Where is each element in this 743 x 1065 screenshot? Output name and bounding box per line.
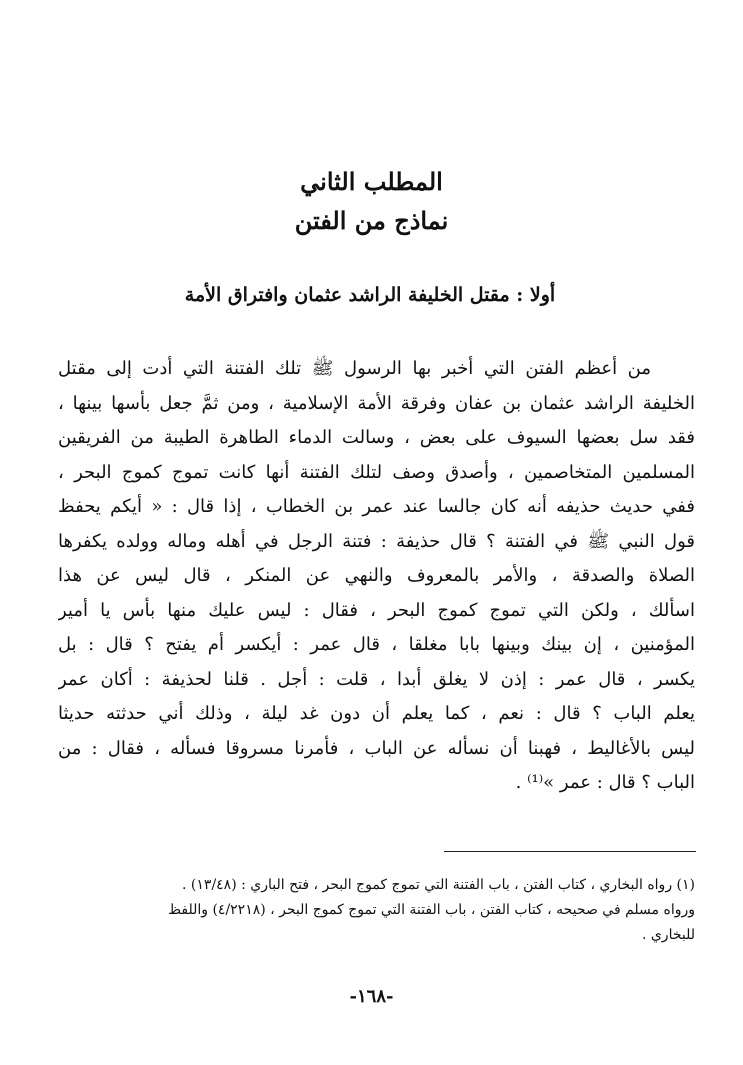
body-line: المؤمنين ، إن بينك وبينها بابا مغلقا ، قال عمر : أيكسر أم يفتح ؟ قال : بل (58, 634, 695, 655)
body-line: ففي حديث حذيفه أنه كان جالسا عند عمر بن الخطاب ، إذا قال : « أيكم يحفظ (58, 496, 695, 517)
body-line: اسألك ، ولكن التي تموج كموج البحر ، فقال : ليس عليك منها بأس يا أمير (58, 599, 695, 621)
body-line: المسلمين المتخاصمين ، وأصدق وصف لتلك الفتنة أنها كانت تموج كموج البحر ، (58, 461, 695, 483)
footnote-line: (١) رواه البخاري ، كتاب الفتن ، باب الفتنة التي تموج كموج البحر ، فتح الباري : (١٣/٤٨) . (182, 877, 695, 893)
body-line: يكسر ، قال عمر : إذن لا يغلق أبدا ، قلت : أجل . قلنا لحذيفة : أكان عمر (58, 668, 695, 690)
section-title: أولا : مقتل الخليفة الراشد عثمان وافتراق الأمة (184, 284, 556, 306)
body-line: الباب ؟ قال : عمر »⁽¹⁾ . (515, 772, 695, 793)
chapter-subheading: نماذج من الفتن (294, 206, 449, 235)
body-paragraph (58, 352, 695, 801)
body-line: ليس بالأغاليط ، فهبنا أن نسأله عن الباب ، فأمرنا مسروقا فسأله ، فقال : من (58, 737, 695, 759)
footnote-line: للبخاري . (641, 927, 695, 943)
footnotes (90, 873, 695, 948)
body-line: الخليفة الراشد عثمان بن عفان وفرقة الأمة الإسلامية ، ومن ثمَّ جعل بأسها بينها ، (58, 392, 695, 414)
page-number: -١٦٨- (349, 986, 394, 1007)
footnote-divider (444, 851, 696, 852)
footnote-line: ورواه مسلم في صحيحه ، كتاب الفتن ، باب الفتنة التي تموج كموج البحر ، (٤/٢٢١٨) واللفظ (168, 902, 695, 918)
body-line: من أعظم الفتن التي أخبر بها الرسول ﷺ تلك الفتنة التي أدت إلى مقتل (58, 358, 651, 379)
body-line: الصلاة والصدقة ، والأمر بالمعروف والنهي عن المنكر ، قال ليس عن هذا (58, 565, 695, 586)
body-line: يعلم الباب ؟ قال : نعم ، كما يعلم أن دون غد ليلة ، وذلك أني حدثته حديثا (58, 703, 695, 724)
body-line: فقد سل بعضها السيوف على بعض ، وسالت الدماء الطاهرة الطيبة من الفريقين (58, 427, 695, 448)
body-line: قول النبي ﷺ في الفتنة ؟ قال حذيفة : فتنة الرجل في أهله وماله وولده يكفرها (58, 530, 695, 552)
chapter-heading: المطلب الثاني (300, 167, 443, 196)
